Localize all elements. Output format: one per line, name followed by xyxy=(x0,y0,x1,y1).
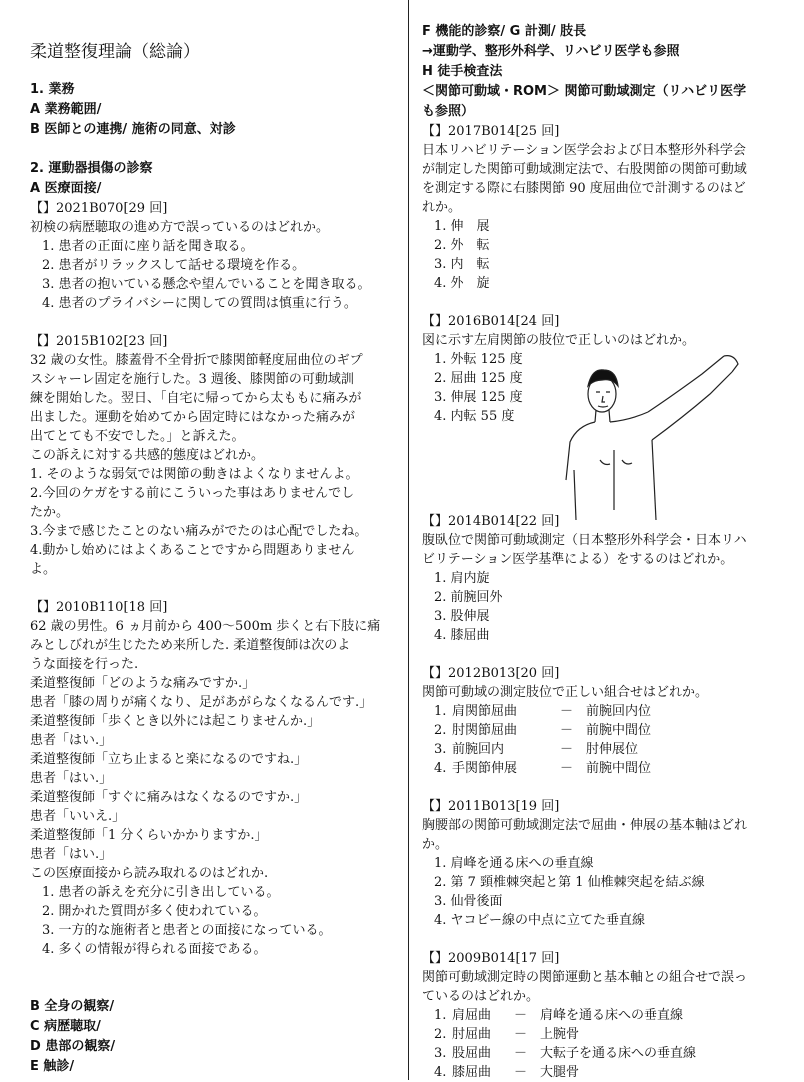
question-text: 腹臥位で関節可動域測定（日本整形外科学会・日本リハ xyxy=(422,533,747,548)
subsection-heading: ＜関節可動域・ROM＞ 関節可動域測定（リハビリ医学 xyxy=(422,84,747,99)
dialogue-line: 患者「いいえ.」 xyxy=(30,809,126,824)
question-id: 【】2017B014[25 回] xyxy=(422,124,560,139)
answer-option: 3. 仙骨後面 xyxy=(434,894,503,909)
subsection-heading: E 触診/ xyxy=(30,1059,75,1074)
question-text: が制定した関節可動域測定法で、右股関節の関節可動域 xyxy=(422,162,747,177)
answer-option: 4. ヤコビー線の中点に立てた垂直線 xyxy=(434,913,646,928)
answer-option: 2. 開かれた質問が多く使われている。 xyxy=(42,904,267,919)
left-column xyxy=(30,0,398,1077)
question-text: か。 xyxy=(422,837,449,852)
answer-option xyxy=(434,1063,790,1082)
answer-option: 3. 一方的な施術者と患者との面接になっている。 xyxy=(42,923,332,938)
answer-option: よ。 xyxy=(30,562,57,577)
answer-option xyxy=(434,759,790,778)
question-text: ているのはどれか。 xyxy=(422,989,540,1004)
option-position: 前腕回内位 xyxy=(586,704,652,719)
question-block xyxy=(422,797,790,930)
option-dash: － xyxy=(514,1008,528,1023)
subsection-heading: B 医師との連携/ 施術の同意、対診 xyxy=(30,122,236,137)
answer-option xyxy=(434,721,790,740)
answer-option xyxy=(434,1044,790,1063)
answer-option: 3. 患者の抱いている懸念や望んでいることを聞き取る。 xyxy=(42,277,371,292)
shoulder-abduction-figure xyxy=(552,350,752,540)
question-id: 【】2012B013[20 回] xyxy=(422,666,560,681)
answer-option: 2. 患者がリラックスして話せる環境を作る。 xyxy=(42,258,306,273)
question-block xyxy=(422,122,790,293)
section-heading: 1. 業務 xyxy=(30,82,75,97)
answer-option: 1. 患者の訴えを充分に引き出している。 xyxy=(42,885,280,900)
question-text: 62 歳の男性。6 ヵ月前から 400～500m 歩くと右下肢に痛 xyxy=(30,619,381,634)
question-text: みとしびれが生じたため来所した. 柔道整復師は次のよ xyxy=(30,638,351,653)
dialogue-line: 患者「はい.」 xyxy=(30,733,113,748)
question-text: 出てとても不安でした。」と訴えた。 xyxy=(30,429,245,444)
answer-option: 2. 外 転 xyxy=(434,238,490,253)
question-text: この医療面接から読み取れるのはどれか. xyxy=(30,866,269,881)
answer-option: 1. そのような弱気では関節の動きはよくなりませんよ。 xyxy=(30,467,359,482)
column-divider xyxy=(408,0,409,1080)
option-movement: 股屈曲 xyxy=(452,1046,492,1061)
option-dash: － xyxy=(514,1065,528,1080)
question-text: ビリテーション医学基準による）をするのはどれか。 xyxy=(422,552,734,567)
answer-option: 4.動かし始めにはよくあることですから問題ありません xyxy=(30,543,355,558)
option-number: 4. xyxy=(434,1065,447,1080)
option-movement: 膝屈曲 xyxy=(452,1065,492,1080)
answer-option: 2.今回のケガをする前にこういった事はありませんでし xyxy=(30,486,355,501)
subsection-heading: D 患部の観察/ xyxy=(30,1039,116,1054)
answer-option: 2. 第 7 頸椎棘突起と第 1 仙椎棘突起を結ぶ線 xyxy=(434,875,705,890)
option-movement: 肩関節屈曲 xyxy=(452,704,518,719)
option-number: 1. xyxy=(434,1008,447,1023)
question-id: 【】2010B110[18 回] xyxy=(30,600,168,615)
answer-option xyxy=(434,740,790,759)
answer-option: 3. 内 転 xyxy=(434,257,490,272)
question-id: 【】2021B070[29 回] xyxy=(30,201,168,216)
option-position: 肘伸展位 xyxy=(586,742,639,757)
answer-option: 3.今まで感じたことのない痛みがでたのは心配でしたね。 xyxy=(30,524,368,539)
option-movement: 肩屈曲 xyxy=(452,1008,492,1023)
subsection-heading: C 病歴聴取/ xyxy=(30,1019,101,1034)
answer-option: 3. 股伸展 xyxy=(434,609,490,624)
question-text: この訴えに対する共感的態度はどれか。 xyxy=(30,448,265,463)
question-id: 【】2016B014[24 回] xyxy=(422,314,560,329)
answer-option: 4. 内転 55 度 xyxy=(434,409,515,424)
dialogue-line: 柔道整復師「すぐに痛みはなくなるのですか.」 xyxy=(30,790,308,805)
question-text: うな面接を行った. xyxy=(30,657,139,672)
question-text: 図に示す左肩関節の肢位で正しいのはどれか。 xyxy=(422,333,696,348)
answer-option: 1. 患者の正面に座り話を聞き取る。 xyxy=(42,239,254,254)
option-movement: 前腕回内 xyxy=(452,742,505,757)
answer-option: 2. 前腕回外 xyxy=(434,590,503,605)
subsection-heading: B 全身の観察/ xyxy=(30,999,115,1014)
subsection-heading: →運動学、整形外科学、リハビリ医学も参照 xyxy=(422,44,680,59)
option-dash: － xyxy=(514,1027,528,1042)
answer-option: 1. 肩内旋 xyxy=(434,571,490,586)
answer-option: 1. 肩峰を通る床への垂直線 xyxy=(434,856,594,871)
question-text: スシャーレ固定を施行した。3 週後、膝関節の可動域訓 xyxy=(30,372,354,387)
question-block xyxy=(422,312,790,512)
question-block xyxy=(422,664,790,778)
dialogue-line: 柔道整復師「1 分くらいかかりますか.」 xyxy=(30,828,268,843)
answer-option xyxy=(434,1006,790,1025)
option-dash: － xyxy=(560,704,574,719)
dialogue-line: 柔道整復師「どのような痛みですか.」 xyxy=(30,676,256,691)
question-id: 【】2009B014[17 回] xyxy=(422,951,560,966)
dialogue-line: 柔道整復師「歩くとき以外には起こりませんか.」 xyxy=(30,714,321,729)
question-block xyxy=(30,332,398,579)
question-block xyxy=(30,598,398,959)
answer-option: 4. 膝屈曲 xyxy=(434,628,490,643)
figure-illustration xyxy=(552,350,752,540)
subsection-heading: F 機能的診察/ G 計測/ 肢長 xyxy=(422,24,587,39)
answer-option: たか。 xyxy=(30,505,70,520)
question-text: 日本リハビリテーション医学会および日本整形外科学会 xyxy=(422,143,746,158)
question-text: を測定する際に右膝関節 90 度屈曲位で計測するのはど xyxy=(422,181,746,196)
answer-option xyxy=(434,1025,790,1044)
option-dash: － xyxy=(560,742,574,757)
option-dash: － xyxy=(514,1046,528,1061)
option-movement: 肘屈曲 xyxy=(452,1027,492,1042)
option-movement: 手関節伸展 xyxy=(452,761,518,776)
option-axis: 大転子を通る床への垂直線 xyxy=(540,1046,697,1061)
option-axis: 上腕骨 xyxy=(540,1027,580,1042)
subsection-heading: A 医療面接/ xyxy=(30,181,102,196)
dialogue-line: 柔道整復師「立ち止まると楽になるのですね.」 xyxy=(30,752,308,767)
answer-option: 4. 患者のプライバシーに関しての質問は慎重に行う。 xyxy=(42,296,357,311)
right-column xyxy=(422,0,790,1082)
answer-option: 4. 外 旋 xyxy=(434,276,490,291)
question-text: 胸腰部の関節可動域測定法で屈曲・伸展の基本軸はどれ xyxy=(422,818,748,833)
question-text: 練を開始した。翌日、「自宅に帰ってから太ももに痛みが xyxy=(30,391,362,406)
answer-option: 4. 多くの情報が得られる面接である。 xyxy=(42,942,267,957)
answer-option xyxy=(434,702,790,721)
question-id: 【】2014B014[22 回] xyxy=(422,514,560,529)
dialogue-line: 患者「はい.」 xyxy=(30,771,113,786)
subsection-heading: A 業務範囲/ xyxy=(30,102,102,117)
option-number: 2. xyxy=(434,723,447,738)
answer-option: 1. 外転 125 度 xyxy=(434,352,523,367)
option-number: 3. xyxy=(434,1046,447,1061)
option-number: 2. xyxy=(434,1027,447,1042)
subsection-heading: H 徒手検査法 xyxy=(422,64,503,79)
question-text: 32 歳の女性。膝蓋骨不全骨折で膝関節軽度屈曲位のギプ xyxy=(30,353,363,368)
option-number: 4. xyxy=(434,761,447,776)
question-text: 関節可動域測定時の関節運動と基本軸との組合せで誤っ xyxy=(422,970,748,985)
option-position: 前腕中間位 xyxy=(586,761,652,776)
option-dash: － xyxy=(560,761,574,776)
dialogue-line: 患者「膝の周りが痛くなり、足があがらなくなるんです.」 xyxy=(30,695,373,710)
question-id: 【】2015B102[23 回] xyxy=(30,334,168,349)
option-number: 3. xyxy=(434,742,447,757)
question-text: 関節可動域の測定肢位で正しい組合せはどれか。 xyxy=(422,685,709,700)
answer-option: 3. 伸展 125 度 xyxy=(434,390,523,405)
question-block xyxy=(30,199,398,313)
option-movement: 肘関節屈曲 xyxy=(452,723,518,738)
option-dash: － xyxy=(560,723,574,738)
option-axis: 大腿骨 xyxy=(540,1065,580,1080)
dialogue-line: 患者「はい.」 xyxy=(30,847,113,862)
subsection-heading: も参照） xyxy=(422,104,475,119)
option-number: 1. xyxy=(434,704,447,719)
answer-option: 2. 屈曲 125 度 xyxy=(434,371,523,386)
section-heading: 2. 運動器損傷の診察 xyxy=(30,161,153,176)
option-position: 前腕中間位 xyxy=(586,723,652,738)
option-axis: 肩峰を通る床への垂直線 xyxy=(540,1008,684,1023)
question-text: 初検の病歴聴取の進め方で誤っているのはどれか。 xyxy=(30,220,330,235)
page-title: 柔道整復理論（総論） xyxy=(30,42,200,62)
question-text: れか。 xyxy=(422,200,462,215)
answer-option: 1. 伸 展 xyxy=(434,219,490,234)
question-id: 【】2011B013[19 回] xyxy=(422,799,560,814)
question-block xyxy=(422,949,790,1082)
question-text: 出ました。運動を始めてから固定時にはなかった痛みが xyxy=(30,410,356,425)
